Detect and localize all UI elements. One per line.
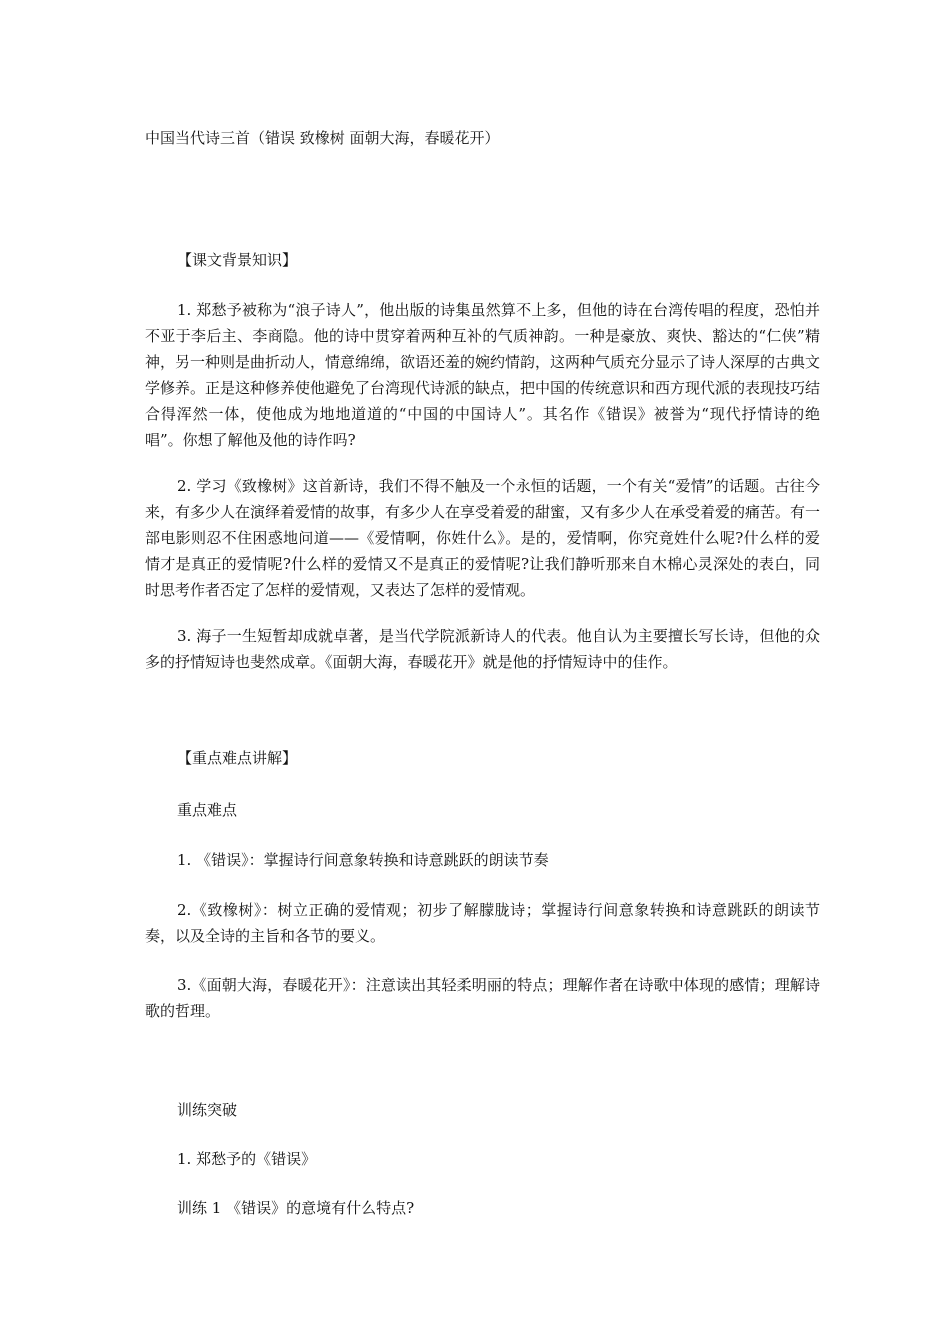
- background-paragraph-2: 2. 学习《致橡树》这首新诗，我们不得不触及一个永恒的话题，一个有关“爱情”的话题。古往今来，有多少人在演绎着爱情的故事，有多少人在享受着爱的甜蜜，又有多少人在承受着爱的痛苦。有一部电影则忍不住困惑地问道——《爱情啊，你姓什么》。是的，爱情啊，你究竟姓什么呢?什么样的爱情才是真正的爱情呢?什么样的爱情又不是真正的爱情呢?让我们静听那来自木棉心灵深处的表白，同时思考作者否定了怎样的爱情观，又表达了怎样的爱情观。: [145, 477, 821, 599]
- training-subheading: 1. 郑愁予的《错误》: [177, 1150, 317, 1168]
- section-heading-background: 【课文背景知识】: [177, 251, 298, 269]
- key-points-heading: 重点难点: [177, 801, 238, 819]
- document-title: 中国当代诗三首（错误 致橡树 面朝大海，春暖花开）: [145, 129, 500, 147]
- training-question-1: 训练 1 《错误》的意境有什么特点?: [177, 1199, 415, 1217]
- section-heading-key-points: 【重点难点讲解】: [177, 749, 298, 767]
- background-paragraph-1: 1. 郑愁予被称为“浪子诗人”，他出版的诗集虽然算不上多，但他的诗在台湾传唱的程度，恐怕并不亚于李后主、李商隐。他的诗中贯穿着两种互补的气质神韵。一种是豪放、爽快、豁达的“仁侠”精神，另一种则是曲折动人，情意绵绵，欲语还羞的婉约情韵，这两种气质充分显示了诗人深厚的古典文学修养。正是这种修养使他避免了台湾现代诗派的缺点，把中国的传统意识和西方现代派的表现技巧结合得浑然一体，使他成为地地道道的“中国的中国诗人”。其名作《错误》被誉为“现代抒情诗的绝唱”。你想了解他及他的诗作吗?: [145, 301, 821, 449]
- background-paragraph-3: 3. 海子一生短暂却成就卓著，是当代学院派新诗人的代表。他自认为主要擅长写长诗，但他的众多的抒情短诗也斐然成章。《面朝大海，春暖花开》就是他的抒情短诗中的佳作。: [145, 627, 820, 671]
- key-point-item-3: 3.《面朝大海，春暖花开》：注意读出其轻柔明丽的特点；理解作者在诗歌中体现的感情；理解诗歌的哲理。: [145, 976, 820, 1020]
- key-point-item-1: 1. 《错误》：掌握诗行间意象转换和诗意跳跃的朗读节奏: [177, 851, 549, 869]
- key-point-item-2: 2.《致橡树》：树立正确的爱情观；初步了解朦胧诗；掌握诗行间意象转换和诗意跳跃的朗读节奏，以及全诗的主旨和各节的要义。: [145, 901, 820, 945]
- training-heading: 训练突破: [177, 1101, 238, 1119]
